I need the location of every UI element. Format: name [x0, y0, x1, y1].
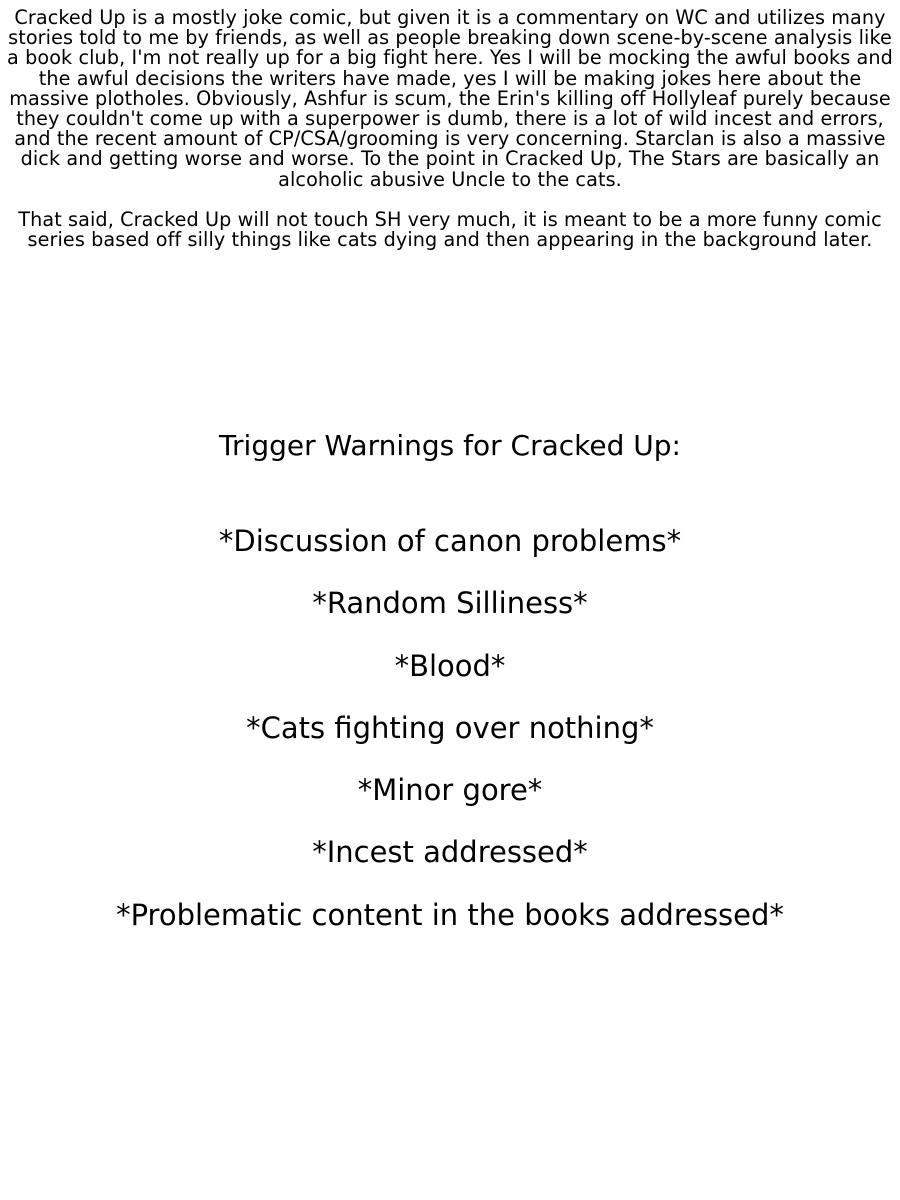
intro-paragraph: That said, Cracked Up will not touch SH very much, it is meant to be a more funny comic series based off silly things like cats dying and then appearing in the background later.	[18, 208, 882, 252]
trigger-warnings-list	[0, 522, 900, 958]
trigger-warning-item: *Incest addressed*	[312, 835, 588, 870]
trigger-warnings-heading: Trigger Warnings for Cracked Up:	[219, 429, 681, 462]
trigger-warning-item: *Random Silliness*	[312, 586, 588, 621]
intro-text	[4, 8, 896, 250]
trigger-warning-item: *Discussion of canon problems*	[218, 524, 682, 558]
trigger-warning-item: *Cats fighting over nothing*	[246, 710, 654, 745]
trigger-warning-item: *Minor gore*	[357, 773, 543, 808]
trigger-warning-item: *Blood*	[394, 648, 506, 683]
intro-paragraph: Cracked Up is a mostly joke comic, but given it is a commentary on WC and utilizes many stories told to me by friends, as well as people breaking down scene-by-scene analysis like a book club, I'm not really up for a big fight here. Yes I will be mocking the awful books and the awful decisions the writers have made, yes I will be making jokes here about the massive plotholes. Obviously, Ashfur is scum, the Erin's killing off Hollyleaf purely because they couldn't come up with a superpower is dumb, there is a lot of wild incest and errors, and the recent amount of CP/CSA/grooming is very concerning. Starclan is also a massive dick and getting worse and worse. To the point in Cracked Up, The Stars are basically an alcoholic abusive Uncle to the cats.	[7, 6, 893, 191]
trigger-warning-item: *Problematic content in the books addressed*	[116, 897, 784, 932]
